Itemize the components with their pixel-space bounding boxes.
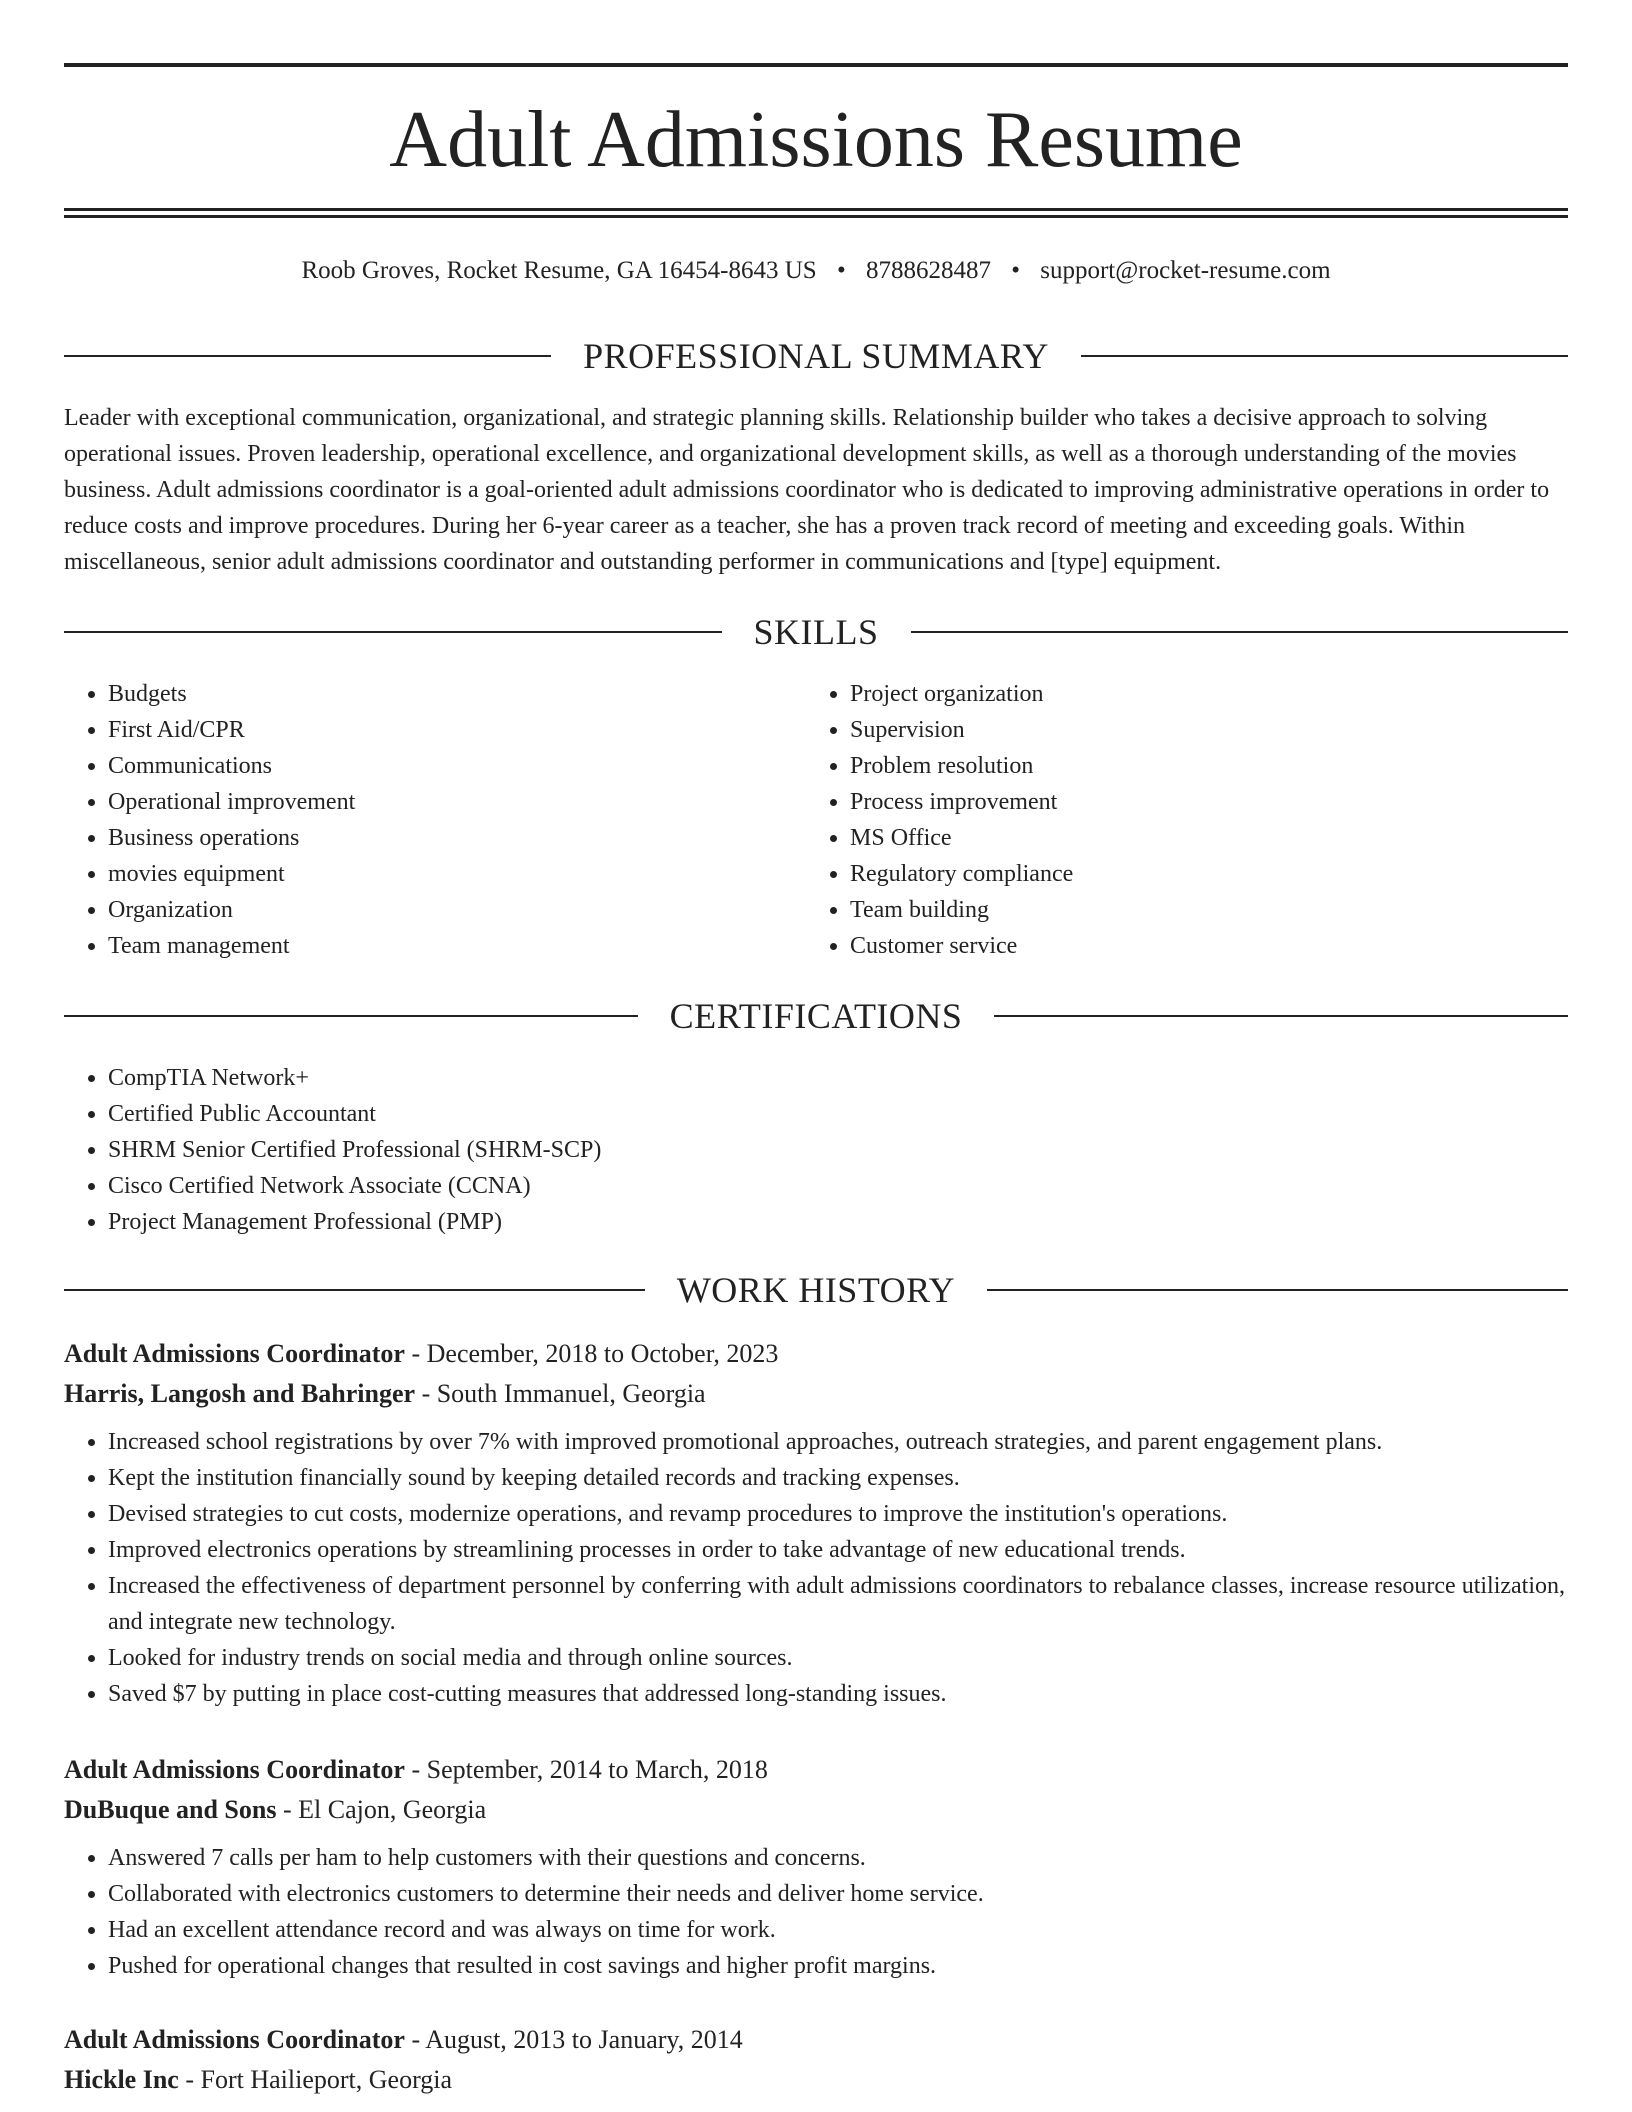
job-entry xyxy=(64,1750,1568,1984)
job-title: Adult Admissions Coordinator xyxy=(64,1755,405,1784)
job-company-line xyxy=(64,2060,1568,2100)
skill-item: • Problem resolution xyxy=(850,748,1506,784)
skill-item: • Communications xyxy=(108,748,764,784)
job-location: - El Cajon, Georgia xyxy=(276,1795,487,1824)
section-title: SKILLS xyxy=(753,612,879,652)
contact-line xyxy=(64,255,1568,287)
section-rule xyxy=(64,355,551,357)
job-bullet: • Had an excellent attendance record and was always on time for work. xyxy=(108,1912,1568,1948)
job-bullet: • Saved $7 by putting in place cost-cutting measures that addressed long-standing issues. xyxy=(108,1676,1568,1712)
job-dates: - December, 2018 to October, 2023 xyxy=(404,1339,779,1368)
certification-item: • Cisco Certified Network Associate (CCNA) xyxy=(108,1168,1064,1204)
skill-item: • Team management xyxy=(108,928,764,964)
contact-separator: • xyxy=(1011,257,1020,284)
top-rule xyxy=(64,63,1568,67)
job-entry xyxy=(64,1334,1568,1712)
section-header-certifications xyxy=(64,996,1568,1036)
job-bullet: • Looked for industry trends on social media and through online sources. xyxy=(108,1640,1568,1676)
section-title: CERTIFICATIONS xyxy=(669,996,963,1036)
skill-item: • Project organization xyxy=(850,676,1506,712)
certifications-block xyxy=(64,1060,1064,1240)
job-bullet: • Pushed for operational changes that resulted in cost savings and higher profit margins. xyxy=(108,1948,1568,1984)
skill-item: • Organization xyxy=(108,892,764,928)
title-double-rule xyxy=(64,208,1568,218)
skill-item: • Process improvement xyxy=(850,784,1506,820)
job-bullet: • Answered 7 calls per ham to help customers with their questions and concerns. xyxy=(108,1840,1568,1876)
section-header-work-history xyxy=(64,1270,1568,1310)
skill-item: • Regulatory compliance xyxy=(850,856,1506,892)
job-company: DuBuque and Sons xyxy=(64,1795,277,1824)
resume-title: Adult Admissions Resume xyxy=(389,96,1243,184)
certifications-list xyxy=(64,1060,1064,1240)
certification-item: • Certified Public Accountant xyxy=(108,1096,1064,1132)
job-title-line xyxy=(64,1334,1568,1374)
job-company: Hickle Inc xyxy=(64,2065,179,2094)
certification-item: • CompTIA Network+ xyxy=(108,1060,1064,1096)
summary-text: Leader with exceptional communication, organizational, and strategic planning skills. Relationship builder who takes a decisive approach to solving operational issues. Proven leadership, operational excellence, and organizational development skills, as well as a thorough understanding of the movies business. Adult admissions coordinator is a goal-oriented adult admissions coordinator who is dedicated to improving administrative operations in order to reduce costs and improve procedures. During her 6-year career as a teacher, she has a proven track record of meeting and exceeding goals. Within miscellaneous, senior adult admissions coordinator and outstanding performer in communications and [type] equipment. xyxy=(64,405,1550,575)
job-bullet: • Collaborated with electronics customers to determine their needs and deliver home service. xyxy=(108,1876,1568,1912)
job-title: Adult Admissions Coordinator xyxy=(64,1339,405,1368)
job-title-line xyxy=(64,2020,1568,2060)
section-title: PROFESSIONAL SUMMARY xyxy=(583,336,1049,376)
job-bullet: • Increased the effectiveness of department personnel by conferring with adult admissions coordinators to rebalance classes, increase resource utilization, and integrate new technology. xyxy=(108,1568,1568,1640)
section-rule xyxy=(64,1015,638,1017)
skill-item: • Team building xyxy=(850,892,1506,928)
section-title: WORK HISTORY xyxy=(676,1270,956,1310)
contact-address: Roob Groves, Rocket Resume, GA 16454-8643 US xyxy=(301,257,817,284)
job-dates: - August, 2013 to January, 2014 xyxy=(404,2025,743,2054)
section-rule xyxy=(64,631,722,633)
job-entry xyxy=(64,2020,1568,2100)
job-location: - South Immanuel, Georgia xyxy=(415,1379,706,1408)
skill-item: • Operational improvement xyxy=(108,784,764,820)
skill-item: • Supervision xyxy=(850,712,1506,748)
skills-list-left xyxy=(64,676,764,964)
section-rule xyxy=(1081,355,1568,357)
job-bullets xyxy=(64,1424,1568,1712)
job-title-line xyxy=(64,1750,1568,1790)
job-bullet: • Improved electronics operations by streamlining processes in order to take advantage of new educational trends. xyxy=(108,1532,1568,1568)
section-rule xyxy=(64,1289,645,1291)
certification-item: • SHRM Senior Certified Professional (SHRM-SCP) xyxy=(108,1132,1064,1168)
skills-column-right xyxy=(806,676,1506,964)
skill-item: • movies equipment xyxy=(108,856,764,892)
job-bullet: • Devised strategies to cut costs, modernize operations, and revamp procedures to improve the institution's operations. xyxy=(108,1496,1568,1532)
section-header-summary xyxy=(64,336,1568,376)
job-bullets xyxy=(64,1840,1568,1984)
skill-item: • First Aid/CPR xyxy=(108,712,764,748)
job-company-line xyxy=(64,1790,1568,1830)
skill-item: • Customer service xyxy=(850,928,1506,964)
section-rule xyxy=(987,1289,1568,1291)
skill-item: • Budgets xyxy=(108,676,764,712)
section-rule xyxy=(911,631,1569,633)
job-dates: - September, 2014 to March, 2018 xyxy=(404,1755,768,1784)
job-company-line xyxy=(64,1374,1568,1414)
section-rule xyxy=(994,1015,1568,1017)
certification-item: • Project Management Professional (PMP) xyxy=(108,1204,1064,1240)
job-bullet: • Kept the institution financially sound by keeping detailed records and tracking expenses. xyxy=(108,1460,1568,1496)
job-title: Adult Admissions Coordinator xyxy=(64,2025,405,2054)
skill-item: • Business operations xyxy=(108,820,764,856)
section-header-skills xyxy=(64,612,1568,652)
job-location: - Fort Hailieport, Georgia xyxy=(178,2065,453,2094)
contact-separator: • xyxy=(836,257,846,284)
job-bullet: • Increased school registrations by over 7% with improved promotional approaches, outreach strategies, and parent engagement plans. xyxy=(108,1424,1568,1460)
contact-email[interactable]: support@rocket-resume.com xyxy=(1040,257,1331,284)
skills-column-left xyxy=(64,676,764,964)
skill-item: • MS Office xyxy=(850,820,1506,856)
skills-list-right xyxy=(806,676,1506,964)
job-company: Harris, Langosh and Bahringer xyxy=(64,1379,416,1408)
contact-phone[interactable]: 8788628487 xyxy=(865,257,991,284)
